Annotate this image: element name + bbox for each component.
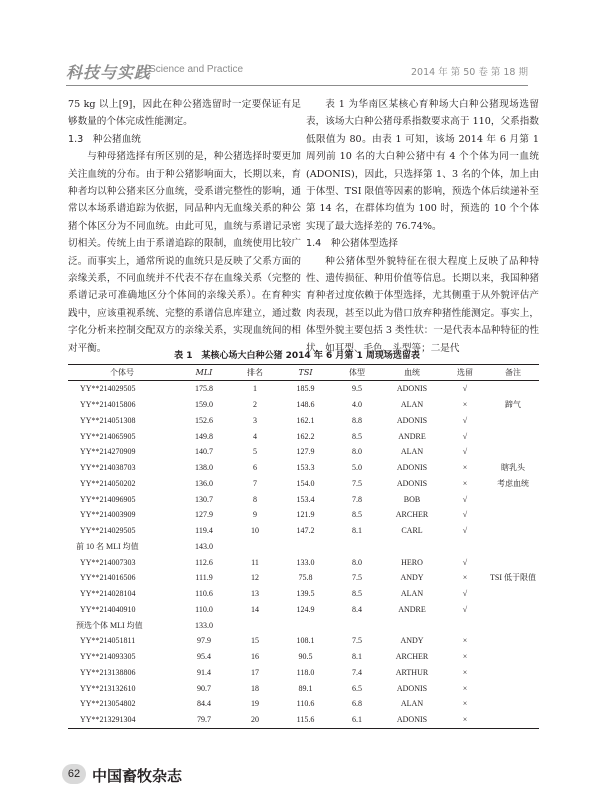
table-cell: ADONIS	[396, 384, 428, 394]
table-cell: 1	[253, 384, 257, 394]
table-cell: ADONIS	[396, 463, 428, 473]
individual-id-cell: YY**214028104	[80, 589, 136, 599]
paragraph: 与种母猪选择有所区别的是，种公猪选择时要更加关注血统的分布。由于种公猪影响面大，长期以来，育种者均以种公猪来区分血统，受系谱完整性的影响，通常以本场系谱追踪为依据，同品种内无血缘关系的种公猪个体区分为不同血统。由此可见，血统与系谱记录密切相关。传统上由于系谱追踪的限制，血统使用比较广泛。而事实上，通常所说的血统只是反映了父系方面的亲缘关系，不同血统并不代表不存在血缘关系（完整的系谱记录可准确地区分个体间的亲缘关系）。在育种实践中，应该重视系统、完整的系谱信息库建立，通过数字化分析来控制交配双方的亲缘关系，实现血统间的相对平衡。	[68, 151, 301, 354]
table-cell: 7.5	[352, 573, 362, 583]
table-row	[68, 570, 539, 586]
table-cell: 8	[253, 494, 257, 504]
table-cell: 112.6	[195, 557, 213, 567]
table-cell: 108.1	[296, 636, 315, 646]
table-cell: 97.9	[197, 636, 211, 646]
table-cell: ANDRE	[398, 431, 426, 441]
table-cell: 8.0	[352, 447, 362, 457]
table-cell: √	[462, 604, 468, 614]
table-cell: ×	[462, 478, 468, 488]
table-row	[68, 397, 539, 413]
table-cell: ALAN	[400, 447, 424, 457]
table-cell: ALAN	[400, 400, 424, 410]
table-cell: ADONIS	[396, 683, 428, 693]
summary-row	[68, 617, 539, 633]
table-cell: 9.5	[352, 384, 362, 394]
table-cell: 159.0	[195, 400, 213, 410]
table-row	[68, 586, 539, 602]
issue-info: 2014 年 第 50 卷 第 18 期	[411, 67, 528, 78]
table-row	[68, 460, 539, 476]
table-cell	[333, 617, 381, 633]
column-header: 排名	[232, 365, 278, 381]
paragraph: 表 1 为华南区某核心育种场大白种公猪现场选留表，该场大白种公猪母系指数要求高于 110，父系指数低限值为 80。由表 1 可知，该场 2014 年 6 月第 1 周列前 10 名的大白种公猪中有 4 个个体为同一血统(ADONIS)，因此，只选择第 1、3 名的个体，加上由于体型、TSI 限值等因素的影响，预选个体后续递补至第 14 名，在群体均值为 100 时，预选的 10 个个体实现了最大选择差的 76.74%。	[306, 99, 539, 232]
table-cell: 14	[251, 604, 259, 614]
table-cell: 147.2	[296, 526, 315, 536]
table-cell: ×	[443, 712, 487, 728]
paragraph: 种公猪体型外貌特征在很大程度上反映了品种特性、遗传损征、种用价值等信息。长期以来，我国种猪育种者过度依赖于体型选择，尤其侧重于从外貌评估产肉表现，甚至以此为借口放弃种猪性能测定。事实上，体型外貌主要包括 3 类性状：一是代表本品种特征的性状，如耳型、毛色、头型等；二是代	[306, 255, 539, 354]
table-cell	[443, 617, 487, 633]
table-cell: 133.0	[296, 557, 315, 567]
section-heading: 1.4 种公猪体型选择	[306, 238, 399, 250]
table-cell: 148.6	[296, 400, 315, 410]
journal-section-subtitle: · Science and Practice	[143, 64, 244, 75]
table-cell: HERO	[401, 557, 423, 567]
table-cell: 91.4	[197, 667, 211, 677]
table-cell	[333, 539, 381, 555]
table-cell: TSI 低于限值	[490, 573, 536, 583]
table-cell: 7.8	[352, 494, 362, 504]
table-row	[68, 491, 539, 507]
table-cell: 7.5	[352, 636, 362, 646]
table-cell: ANDRE	[398, 604, 426, 614]
table-cell: 95.4	[197, 652, 211, 662]
table-cell: 153.3	[296, 463, 315, 473]
table-cell: 7.5	[352, 478, 362, 488]
individual-id-cell: 预选个体 MLI 均值	[76, 620, 143, 630]
column-header: 选留	[443, 365, 487, 381]
column-header: 体型	[333, 365, 381, 381]
table-cell: 139.5	[296, 589, 315, 599]
individual-id-cell: 前 10 名 MLI 均值	[76, 541, 139, 551]
table-cell: ANDY	[400, 573, 424, 583]
table-cell: 8.4	[352, 604, 362, 614]
table-cell: 130.7	[195, 494, 213, 504]
table-cell: 110.6	[296, 699, 315, 709]
selection-table	[68, 364, 539, 729]
individual-id-cell: YY**214040910	[80, 604, 136, 614]
table-row	[68, 602, 539, 618]
table-cell: 4	[253, 431, 257, 441]
table-cell	[487, 712, 539, 728]
table-cell: 10	[251, 526, 259, 536]
table-cell: 133.0	[195, 620, 213, 630]
table-cell: 90.7	[197, 683, 211, 693]
table-cell	[443, 539, 487, 555]
table-cell: 19	[251, 699, 259, 709]
table-cell: 瞎乳头	[501, 463, 525, 473]
table-cell	[487, 617, 539, 633]
table-cell: 8.5	[352, 510, 362, 520]
table-cell: 185.9	[296, 384, 315, 394]
table-row	[68, 712, 539, 728]
table-cell: 138.0	[195, 463, 213, 473]
table-cell: ×	[462, 667, 468, 677]
individual-id-cell: YY**214003909	[80, 510, 136, 520]
table-cell: 4.0	[352, 400, 362, 410]
table-cell: 75.8	[298, 573, 313, 583]
table-cell	[232, 617, 278, 633]
column-header: MLI	[176, 365, 232, 381]
table-row	[68, 381, 539, 397]
table-cell	[487, 444, 539, 460]
table-cell: 89.1	[298, 683, 313, 693]
individual-id-cell: YY**214051308	[80, 415, 136, 425]
individual-id-cell: YY**213132610	[80, 683, 136, 693]
table-cell: ALAN	[400, 699, 424, 709]
table-cell: 118.0	[296, 667, 315, 677]
page-header	[0, 58, 594, 84]
table-cell: 152.6	[195, 415, 213, 425]
journal-section-title: 科技与实践	[66, 63, 152, 82]
table-row	[68, 507, 539, 523]
table-cell	[278, 617, 333, 633]
table-row	[68, 444, 539, 460]
table-cell: 143.0	[195, 541, 213, 551]
table-cell: ADONIS	[381, 712, 443, 728]
table-cell: 6	[253, 463, 257, 473]
table-cell: 175.8	[195, 384, 213, 394]
table-cell	[487, 696, 539, 712]
table-cell	[487, 491, 539, 507]
table-cell	[487, 539, 539, 555]
table-row	[68, 428, 539, 444]
table-cell	[381, 539, 443, 555]
table-cell: 79.7	[176, 712, 232, 728]
table-cell: 8.5	[352, 589, 362, 599]
table-cell: 5.0	[352, 463, 362, 473]
summary-row	[68, 539, 539, 555]
table-cell: 115.6	[278, 712, 333, 728]
individual-id-cell: YY**214007303	[80, 557, 136, 567]
table-cell: 蹄气	[505, 400, 521, 410]
table-cell	[487, 523, 539, 539]
column-header: 备注	[487, 365, 539, 381]
table-cell: 136.0	[195, 478, 213, 488]
table-row	[68, 523, 539, 539]
page-number: 62	[62, 764, 86, 784]
table-cell: √	[462, 415, 468, 425]
table-cell: 154.0	[296, 478, 315, 488]
individual-id-cell: YY**213138806	[80, 667, 136, 677]
table-cell: 8.0	[352, 557, 362, 567]
table-cell: 3	[253, 415, 257, 425]
magazine-logo: 中国畜牧杂志	[92, 767, 183, 785]
table-cell: √	[462, 431, 468, 441]
table-row	[68, 665, 539, 681]
individual-id-cell: YY**214270909	[80, 447, 136, 457]
table-row	[68, 476, 539, 492]
table-cell: 8.1	[352, 526, 362, 536]
header-rule	[66, 85, 528, 86]
individual-id-cell: YY**214096905	[80, 494, 136, 504]
individual-id-cell: YY**214065905	[80, 431, 136, 441]
table-cell: 11	[251, 557, 259, 567]
table-cell: 149.8	[195, 431, 213, 441]
individual-id-cell: YY**214029505	[80, 384, 136, 394]
table-cell	[487, 633, 539, 649]
table-cell	[381, 617, 443, 633]
table-cell	[487, 554, 539, 570]
table-cell: 2	[253, 400, 257, 410]
table-cell: 15	[251, 636, 259, 646]
table-cell	[487, 665, 539, 681]
table-cell: √	[462, 384, 468, 394]
table-cell: √	[462, 589, 468, 599]
table-cell: 90.5	[298, 652, 313, 662]
table-cell: 12	[251, 573, 259, 583]
table-row	[68, 649, 539, 665]
right-column	[306, 96, 539, 357]
table-cell: 8.8	[352, 415, 362, 425]
table-cell: ×	[462, 400, 468, 410]
table-cell: 119.4	[195, 526, 213, 536]
table-header-row	[68, 365, 539, 381]
table-cell: 111.9	[195, 573, 213, 583]
table-cell	[487, 381, 539, 397]
table-cell: 考虑血统	[497, 478, 529, 488]
table-cell: 6.1	[333, 712, 381, 728]
table-cell: CARL	[401, 526, 423, 536]
table-body	[68, 381, 539, 729]
table-cell: 6.5	[352, 683, 362, 693]
table-cell: ANDY	[400, 636, 424, 646]
table-cell: 5	[253, 447, 257, 457]
table-cell: √	[462, 494, 468, 504]
table-cell: 7	[253, 478, 257, 488]
table-cell: ARCHER	[395, 652, 429, 662]
table-row	[68, 696, 539, 712]
table-cell	[487, 602, 539, 618]
table-cell: 124.9	[296, 604, 315, 614]
table-cell: 18	[251, 683, 259, 693]
table-cell	[487, 649, 539, 665]
table-cell: 84.4	[197, 699, 211, 709]
table-cell: √	[462, 447, 468, 457]
table-cell: 110.0	[195, 604, 213, 614]
table-cell: √	[462, 510, 468, 520]
table-cell: ×	[462, 573, 468, 583]
individual-id-cell: YY**214093305	[80, 652, 136, 662]
table-cell: 110.6	[195, 589, 213, 599]
table-cell: ×	[462, 699, 468, 709]
table-cell: 162.1	[296, 415, 315, 425]
table-cell	[487, 507, 539, 523]
table-cell	[278, 539, 333, 555]
paragraph: 75 kg 以上[9]，因此在种公猪选留时一定要保证有足够数量的个体完成性能测定。	[68, 99, 301, 128]
table-cell: 140.7	[195, 447, 213, 457]
table-row	[68, 680, 539, 696]
table-cell: √	[462, 526, 468, 536]
table-cell: ARTHUR	[395, 667, 429, 677]
table-cell: 162.2	[296, 431, 315, 441]
table-cell: ×	[462, 652, 468, 662]
individual-id-cell: YY**214016506	[80, 573, 136, 583]
individual-id-cell: YY**214051811	[80, 636, 136, 646]
individual-id-cell: YY**213291304	[68, 712, 176, 728]
table-cell: 13	[251, 589, 259, 599]
table-cell: √	[462, 557, 468, 567]
table-cell: ARCHER	[395, 510, 429, 520]
section-heading: 1.3 种公猪血统	[68, 133, 141, 145]
table-cell: ×	[462, 463, 468, 473]
table-row	[68, 633, 539, 649]
column-header: 血统	[381, 365, 443, 381]
table-cell: 8.5	[352, 431, 362, 441]
individual-id-cell: YY**214029505	[80, 526, 136, 536]
table-cell: 20	[232, 712, 278, 728]
column-header: 个体号	[68, 365, 176, 381]
individual-id-cell: YY**214015806	[80, 400, 136, 410]
table-caption: 表 1 某核心场大白种公猪 2014 年 6 月第 1 周现场选留表	[174, 351, 420, 361]
table-cell: 7.4	[352, 667, 362, 677]
table-row	[68, 413, 539, 429]
table-cell: 121.9	[296, 510, 315, 520]
table-cell: 9	[253, 510, 257, 520]
table-cell: 16	[251, 652, 259, 662]
column-header: TSI	[278, 365, 333, 381]
table-cell: 127.9	[195, 510, 213, 520]
table-cell: ALAN	[400, 589, 424, 599]
table-cell: 127.9	[296, 447, 315, 457]
table-cell	[487, 428, 539, 444]
table-cell	[487, 413, 539, 429]
table-cell: 17	[251, 667, 259, 677]
table-cell: BOB	[403, 494, 421, 504]
table-cell: 8.1	[352, 652, 362, 662]
individual-id-cell: YY**214038703	[80, 463, 136, 473]
table-cell: 6.8	[352, 699, 362, 709]
table-cell: ×	[462, 636, 468, 646]
table-cell: 153.4	[296, 494, 315, 504]
table-cell	[487, 680, 539, 696]
table-cell	[487, 586, 539, 602]
table-cell: ADONIS	[396, 415, 428, 425]
individual-id-cell: YY**214050202	[80, 478, 136, 488]
table-cell: ADONIS	[396, 478, 428, 488]
table-cell: ×	[462, 683, 468, 693]
individual-id-cell: YY**213054802	[80, 699, 136, 709]
left-column	[68, 96, 301, 357]
table-cell	[232, 539, 278, 555]
table-row	[68, 554, 539, 570]
